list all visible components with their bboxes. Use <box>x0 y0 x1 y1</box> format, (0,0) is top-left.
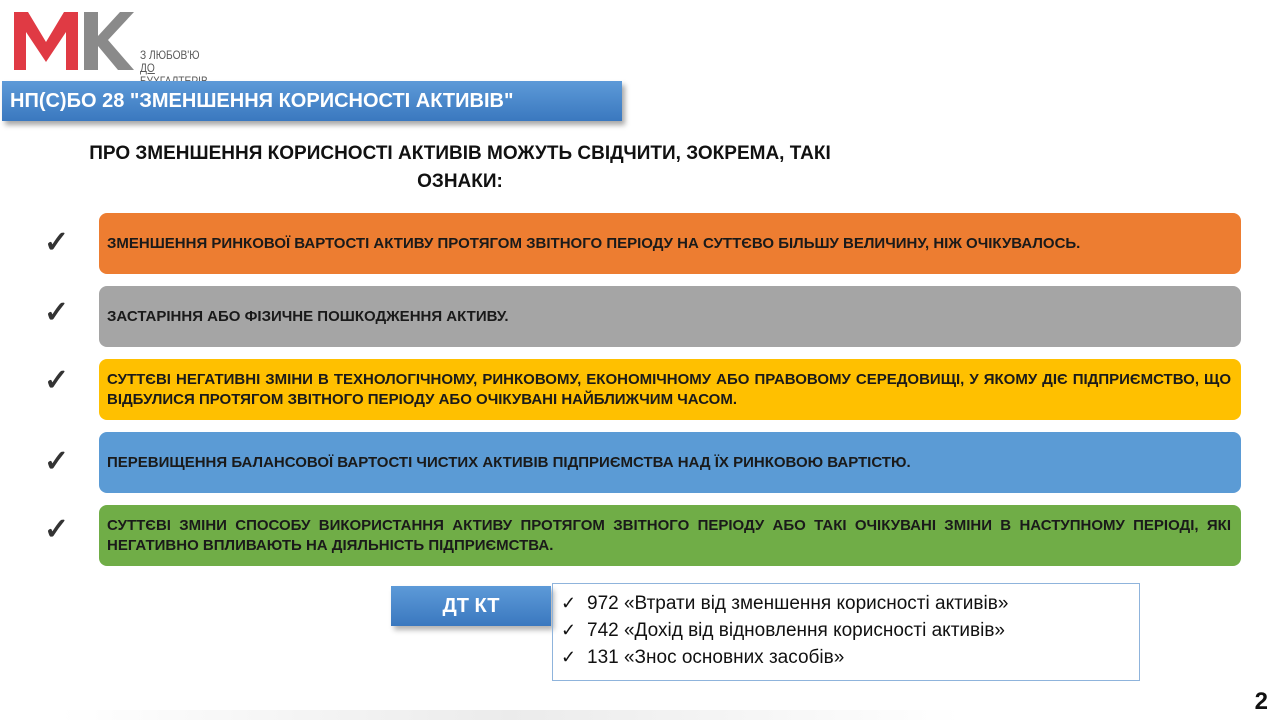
account-item <box>561 590 1139 617</box>
sign-box-market-value <box>99 213 1241 274</box>
intro-line-2: ОЗНАКИ: <box>417 171 503 192</box>
checkmark-icon: ✓ <box>44 445 70 478</box>
sign-text: СУТТЄВІ ЗМІНИ СПОСОБУ ВИКОРИСТАННЯ АКТИВУ ПРОТЯГОМ ЗВІТНОГО ПЕРІОДУ АБО ТАКІ ОЧІКУВАНІ ЗМІНИ В НАСТУПНОМУ ПЕРІОДІ, ЯКІ НЕГАТИВНО ВПЛИВАЮТЬ НА ДІЯЛЬНІСТЬ ПІДПРИЄМСТВА. <box>107 516 1231 554</box>
sign-text: ПЕРЕВИЩЕННЯ БАЛАНСОВОЇ ВАРТОСТІ ЧИСТИХ АКТИВІВ ПІДПРИЄМСТВА НАД ЇХ РИНКОВОЮ ВАРТІСТЮ. <box>107 453 911 471</box>
checkmark-icon: ✓ <box>44 296 70 329</box>
sign-box-carrying-amount <box>99 432 1241 493</box>
sign-text: ЗМЕНШЕННЯ РИНКОВОЇ ВАРТОСТІ АКТИВУ ПРОТЯГОМ ЗВІТНОГО ПЕРІОДУ НА СУТТЄВО БІЛЬШУ ВЕЛИЧИНУ, НІЖ ОЧІКУВАЛОСЬ. <box>107 234 1081 252</box>
account-text: 131 «Знос основних засобів» <box>587 647 845 668</box>
intro-line-1: ПРО ЗМЕНШЕННЯ КОРИСНОСТІ АКТИВІВ МОЖУТЬ СВІДЧИТИ, ЗОКРЕМА, ТАКІ <box>89 143 831 164</box>
dtkt-label: ДТ КТ <box>391 586 551 626</box>
checkmark-icon: ✓ <box>44 513 70 546</box>
logo-tagline-line1: З ЛЮБОВ'Ю <box>140 48 200 62</box>
checkmark-icon: ✓ <box>561 647 577 667</box>
page-title: НП(С)БО 28 "ЗМЕНШЕННЯ КОРИСНОСТІ АКТИВІВ" <box>2 81 622 121</box>
account-item <box>561 644 1139 671</box>
mk-logo-mark <box>10 8 135 72</box>
account-text: 972 «Втрати від зменшення корисності активів» <box>587 593 1009 614</box>
intro-text <box>40 140 880 196</box>
logo-tagline-line2: ДО <box>140 61 155 75</box>
page-number: 2 <box>1254 688 1268 715</box>
checkmark-icon: ✓ <box>561 593 577 613</box>
sign-box-usage-changes <box>99 505 1241 566</box>
sign-box-obsolescence <box>99 286 1241 347</box>
checkmark-icon: ✓ <box>44 226 70 259</box>
sign-box-environment-changes <box>99 359 1241 420</box>
sign-text: ЗАСТАРІННЯ АБО ФІЗИЧНЕ ПОШКОДЖЕННЯ АКТИВУ. <box>107 307 509 325</box>
accounts-list <box>552 583 1140 681</box>
checkmark-icon: ✓ <box>44 364 70 397</box>
sign-text: СУТТЄВІ НЕГАТИВНІ ЗМІНИ В ТЕХНОЛОГІЧНОМУ, РИНКОВОМУ, ЕКОНОМІЧНОМУ АБО ПРАВОВОМУ СЕРЕДОВИЩІ, У ЯКОМУ ДІЄ ПІДПРИЄМСТВО, ЩО ВІДБУЛИСЯ ПРОТЯГОМ ЗВІТНОГО ПЕРІОДУ АБО ОЧІКУВАНІ НАЙБЛИЖЧИМ ЧАСОМ. <box>107 370 1231 408</box>
account-text: 742 «Дохід від відновлення корисності активів» <box>587 620 1005 641</box>
checkmark-icon: ✓ <box>561 620 577 640</box>
account-item <box>561 617 1139 644</box>
logo <box>10 8 220 74</box>
footer-divider <box>60 710 960 720</box>
